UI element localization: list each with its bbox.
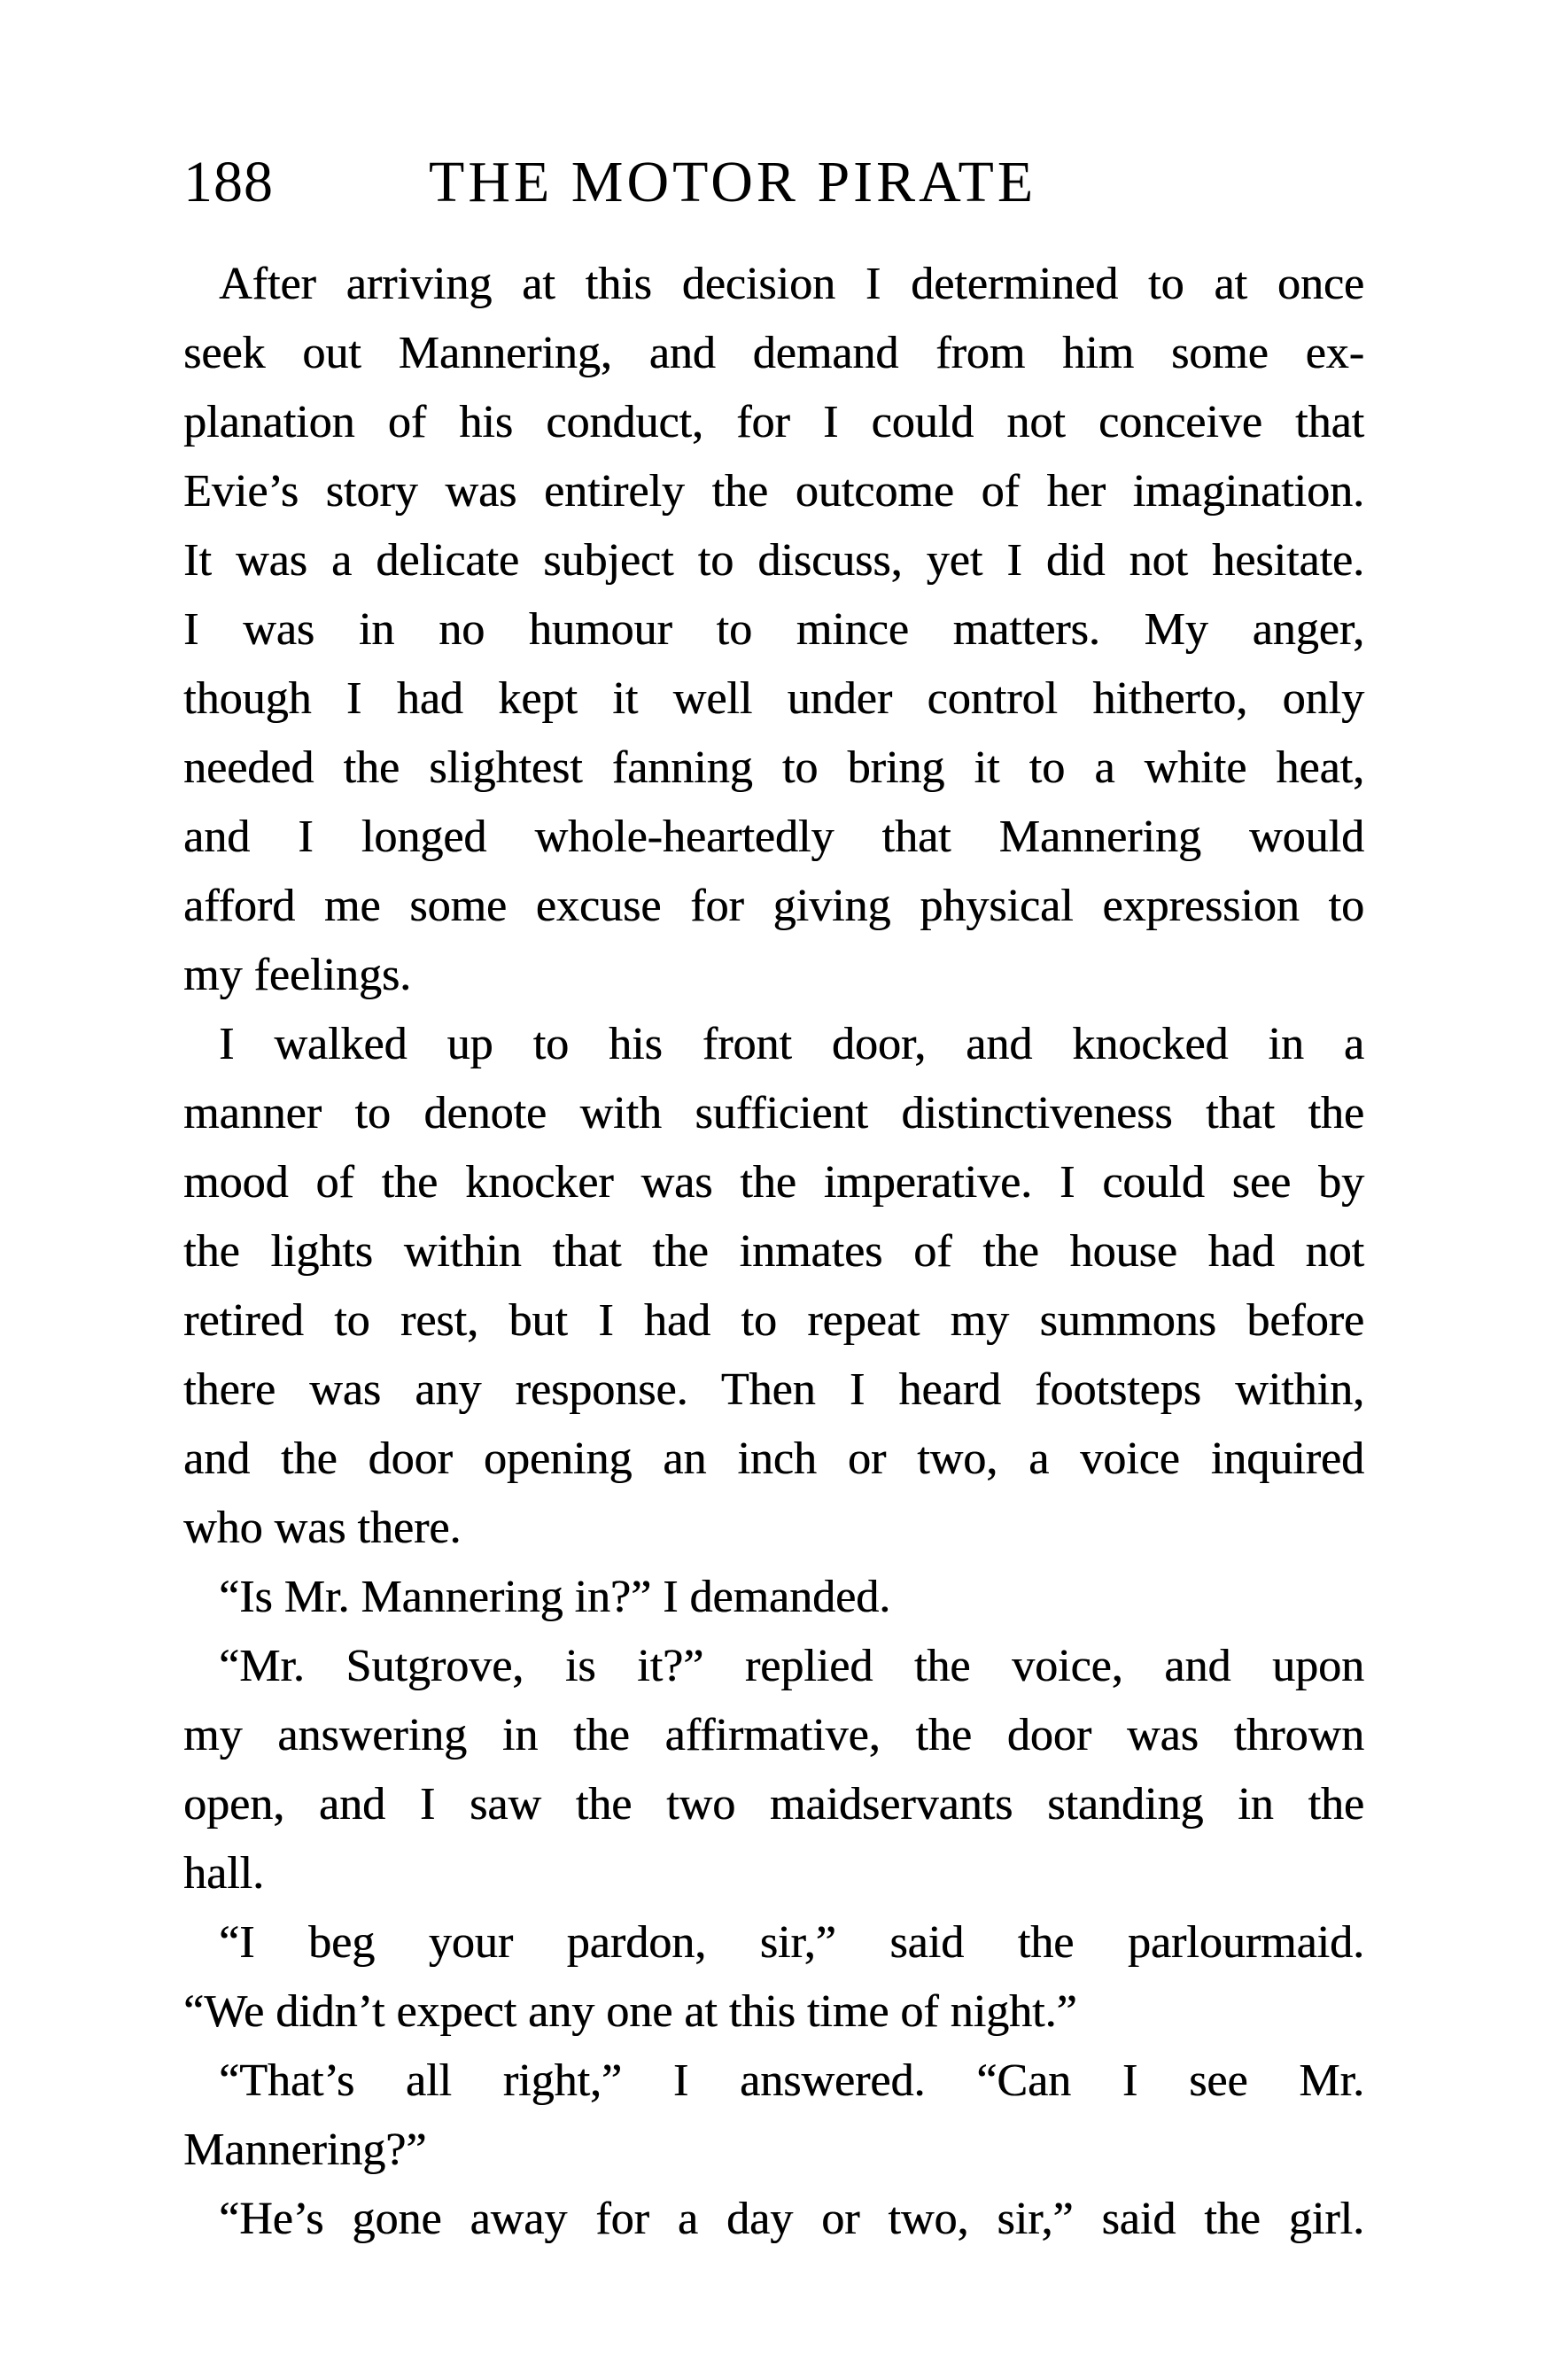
text-line: there was any response. Then I heard footsteps within,	[183, 1364, 1364, 1415]
text-line: afford me some excuse for giving physical expression to	[183, 881, 1364, 931]
text-line: “He’s gone away for a day or two, sir,” said the girl.	[219, 2194, 1364, 2244]
text-line: Evie’s story was entirely the outcome of her imagination.	[183, 466, 1364, 517]
text-line: I walked up to his front door, and knocked in a	[219, 1019, 1364, 1069]
text-line: seek out Mannering, and demand from him some ex-	[183, 328, 1364, 378]
text-line: my feelings.	[183, 950, 412, 1000]
text-line: who was there.	[183, 1503, 462, 1553]
text-line: though I had kept it well under control hitherto, only	[183, 673, 1364, 724]
page-number: 188	[183, 150, 274, 214]
text-line: “We didn’t expect any one at this time of night.”	[183, 1986, 1077, 2037]
text-line: and the door opening an inch or two, a voice inquired	[183, 1433, 1364, 1484]
text-line: “That’s all right,” I answered. “Can I see Mr.	[219, 2055, 1364, 2106]
text-line: and I longed whole-heartedly that Mannering would	[183, 812, 1364, 862]
body-text	[183, 250, 1364, 2254]
text-line: manner to denote with sufficient distinctiveness that the	[183, 1088, 1364, 1138]
text-line: After arriving at this decision I determined to at once	[219, 259, 1364, 309]
text-line: “Mr. Sutgrove, is it?” replied the voice, and upon	[219, 1641, 1364, 1691]
text-line: I was in no humour to mince matters. My anger,	[183, 604, 1364, 655]
text-line: the lights within that the inmates of the house had not	[183, 1226, 1364, 1277]
text-line: retired to rest, but I had to repeat my summons before	[183, 1295, 1364, 1346]
text-line: planation of his conduct, for I could not conceive that	[183, 397, 1364, 447]
text-line: “I beg your pardon, sir,” said the parlourmaid.	[219, 1917, 1364, 1968]
text-line: Mannering?”	[183, 2125, 427, 2175]
page-header	[183, 149, 1370, 220]
text-line: my answering in the affirmative, the door was thrown	[183, 1710, 1364, 1760]
text-line: mood of the knocker was the imperative. I could see by	[183, 1157, 1364, 1208]
text-line: needed the slightest fanning to bring it to a white heat,	[183, 742, 1364, 793]
text-line: open, and I saw the two maidservants standing in the	[183, 1779, 1364, 1830]
text-line: It was a delicate subject to discuss, yet I did not hesitate.	[183, 535, 1364, 586]
text-line: “Is Mr. Mannering in?” I demanded.	[219, 1572, 891, 1622]
text-line: hall.	[183, 1848, 264, 1899]
running-title: THE MOTOR PIRATE	[429, 150, 1037, 214]
